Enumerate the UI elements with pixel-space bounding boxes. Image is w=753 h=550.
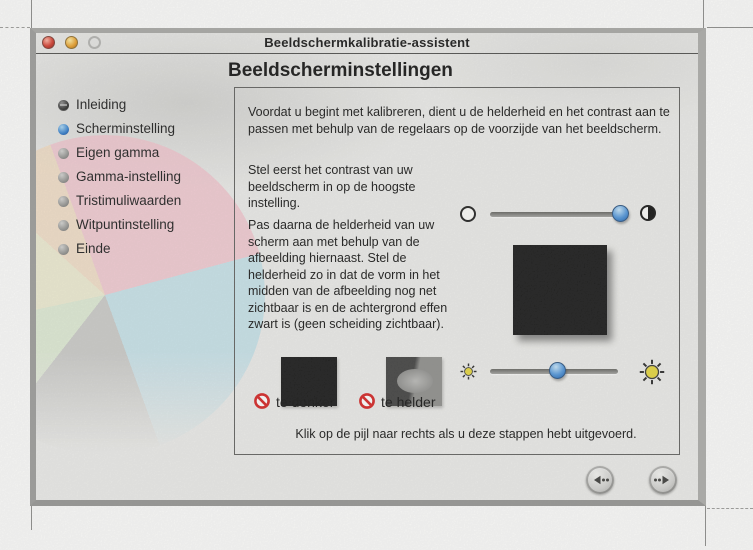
crop-mark [0,27,30,28]
calibration-assistant-window [30,28,706,506]
crop-mark [707,508,753,509]
sun-large-icon [639,359,665,385]
title-bar[interactable] [36,33,698,54]
back-arrow-button[interactable] [586,466,614,494]
too-dark-label: te donker [276,394,335,410]
step-label: Inleiding [76,97,127,112]
prohibited-icon [358,392,376,410]
step-item-eigen-gamma [58,141,228,165]
contrast-slider-track[interactable] [490,212,618,217]
brightness-test-square [513,245,607,335]
back-arrow-icon [586,466,614,494]
step-label: Gamma-instelling [76,169,182,184]
intro-paragraph: Voordat u begint met kalibreren, dient u de helderheid en het contrast aan te passen met behulp van de regelaars op de voorzijde van het beeldscherm. [248,105,670,136]
step-pending-bullet-icon [58,244,69,255]
step-item-gamma-instelling [58,165,228,189]
step-current-bullet-icon [58,124,69,135]
step-label: Eigen gamma [76,145,160,160]
crop-mark [31,0,32,29]
contrast-instruction: Stel eerst het contrast van uw beeldscherm in op de hoogste instelling. [248,163,416,210]
forward-arrow-icon [649,466,677,494]
prohibited-icon [253,392,271,410]
step-item-tristimuliwaarden [58,189,228,213]
forward-arrow-button[interactable] [649,466,677,494]
step-label: Witpuntinstelling [76,217,175,232]
too-bright-label: te helder [381,394,436,410]
step-item-einde [58,237,228,261]
footer-instruction: Klik op de pijl naar rechts als u deze stappen hebt uitgevoerd. [295,427,637,441]
crop-mark [31,506,32,530]
window-title: Beeldschermkalibratie-assistent [264,35,470,50]
step-item-scherminstelling [58,117,228,141]
steps-list [58,93,228,261]
crop-mark [707,27,753,28]
brightness-slider-knob[interactable] [549,362,566,379]
step-pending-bullet-icon [58,172,69,183]
content-panel [234,87,680,455]
step-label: Tristimuliwaarden [76,193,182,208]
step-pending-bullet-icon [58,148,69,159]
brightness-instruction: Pas daarna de helderheid van uw scherm aan met behulp van de afbeelding hiernaast. Stel de helderheid zo in dat de vorm in het midden van de afbeelding nog net zichtbaar is en de achtergrond effen zwart is (geen scheiding zichtbaar). [248,218,448,331]
empty-circle-icon [460,206,476,222]
step-label: Einde [76,241,111,256]
step-item-inleiding [58,93,228,117]
step-pending-bullet-icon [58,220,69,231]
crop-mark [703,0,704,29]
step-done-bullet-icon [58,100,69,111]
crop-mark [705,506,706,546]
half-filled-circle-icon [640,205,656,221]
step-pending-bullet-icon [58,196,69,207]
step-label: Scherminstelling [76,121,176,136]
step-item-witpuntinstelling [58,213,228,237]
contrast-slider-knob[interactable] [612,205,629,222]
sun-small-icon [460,363,477,380]
page-title: Beeldscherminstellingen [228,60,453,81]
